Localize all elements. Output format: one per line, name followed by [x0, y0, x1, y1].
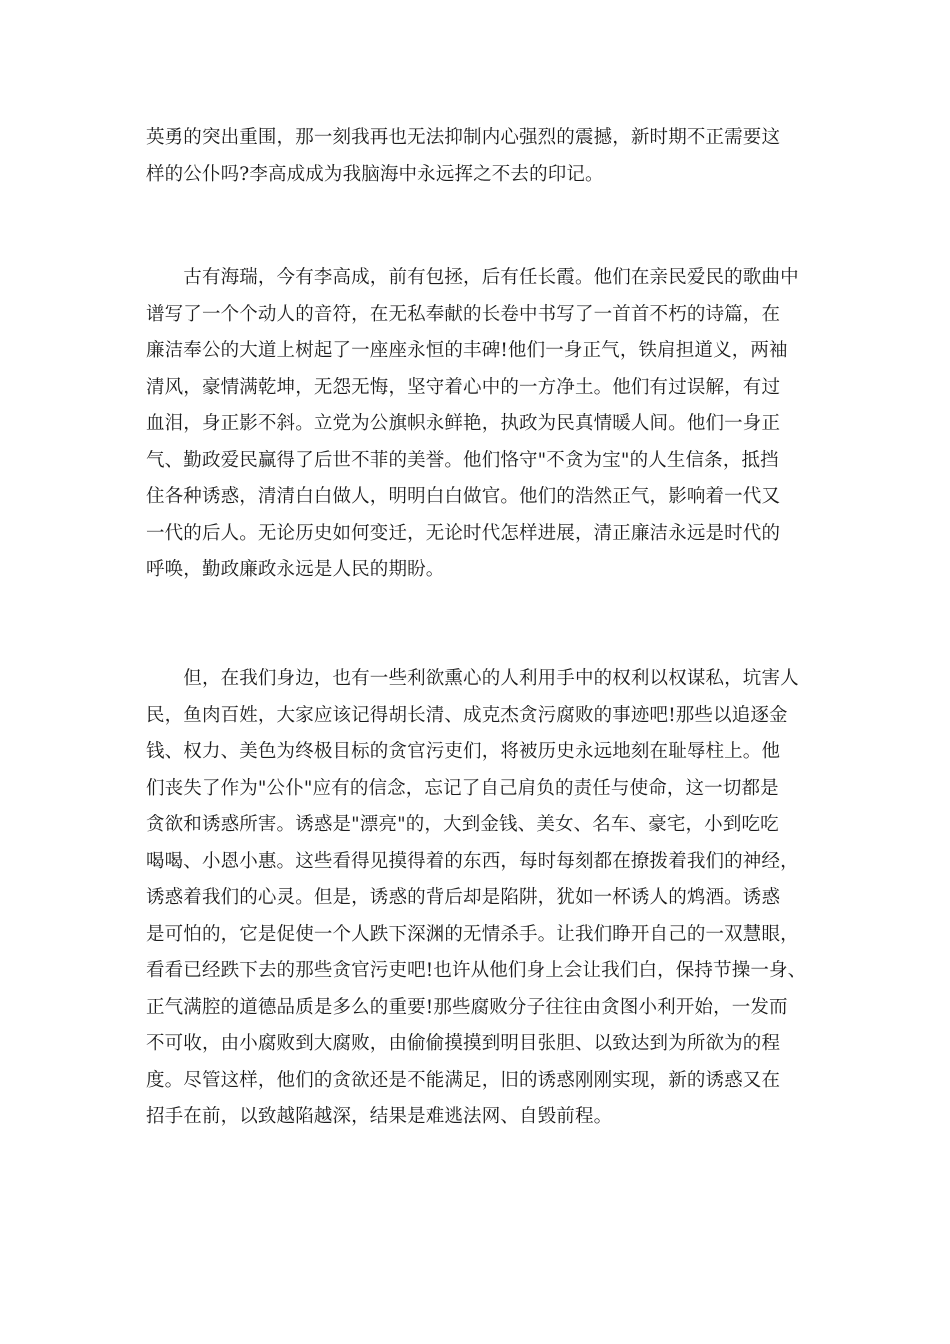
- text-line: 喝喝、小恩小惠。这些看得见摸得着的东西，每时每刻都在撩拨着我们的神经，: [146, 850, 799, 872]
- text-line: 呼唤，勤政廉政永远是人民的期盼。: [146, 559, 445, 580]
- text-line: 不可收，由小腐败到大腐败，由偷偷摸摸到明目张胆、以致达到为所欲为的程: [146, 1033, 781, 1054]
- text-line: 正气满腔的道德品质是多么的重要!那些腐败分子往往由贪图小利开始，一发而: [146, 996, 788, 1018]
- text-line: 古有海瑞，今有李高成，前有包拯，后有任长霞。他们在亲民爱民的歌曲中: [146, 267, 799, 288]
- text-line: 贪欲和诱惑所害。诱惑是"漂亮"的，大到金钱、美女、名车、豪宅，小到吃吃: [146, 814, 779, 835]
- text-line: 诱惑着我们的心灵。但是，诱惑的背后却是陷阱，犹如一杯诱人的鸩酒。诱惑: [146, 887, 781, 908]
- text-line: 钱、权力、美色为终极目标的贪官污吏们，将被历史永远地刻在耻辱柱上。他: [146, 741, 781, 762]
- text-line: 招手在前，以致越陷越深，结果是难逃法网、自毁前程。: [146, 1106, 613, 1127]
- text-line: 谱写了一个个动人的音符，在无私奉献的长卷中书写了一首首不朽的诗篇，在: [146, 303, 781, 325]
- text-line: 一代的后人。无论历史如何变迁，无论时代怎样进展，清正廉洁永远是时代的: [146, 522, 781, 544]
- text-line: 是可怕的，它是促使一个人跌下深渊的无情杀手。让我们睁开自己的一双慧眼，: [146, 923, 799, 945]
- text-line: 度。尽管这样，他们的贪欲还是不能满足，旧的诱惑刚刚实现，新的诱惑又在: [146, 1069, 781, 1091]
- text-line: 们丧失了作为"公仆"应有的信念，忘记了自己肩负的责任与使命，这一切都是: [146, 777, 779, 799]
- text-line: 住各种诱惑，清清白白做人，明明白白做官。他们的浩然正气，影响着一代又: [146, 486, 781, 507]
- paragraph-2: [146, 260, 826, 589]
- text-line: 样的公仆吗?李高成成为我脑海中永远挥之不去的印记。: [146, 163, 604, 185]
- text-line: 廉洁奉公的大道上树起了一座座永恒的丰碑!他们一身正气，铁肩担道义，两袖: [146, 340, 788, 361]
- text-line: 民，鱼肉百姓，大家应该记得胡长清、成克杰贪污腐败的事迹吧!那些以追逐金: [146, 704, 788, 726]
- text-line: 血泪，身正影不斜。立党为公旗帜永鲜艳，执政为民真情暖人间。他们一身正: [146, 413, 781, 434]
- text-line: 但，在我们身边，也有一些利欲熏心的人利用手中的权利以权谋私，坑害人: [146, 668, 799, 689]
- text-line: 英勇的突出重围，那一刻我再也无法抑制内心强烈的震撼，新时期不正需要这: [146, 127, 781, 148]
- paragraph-1: [146, 120, 826, 193]
- paragraph-3: [146, 661, 826, 1136]
- text-line: 气、勤政爱民赢得了后世不菲的美誉。他们恪守"不贪为宝"的人生信条，抵挡: [146, 449, 779, 471]
- text-line: 看看已经跌下去的那些贪官污吏吧!也许从他们身上会让我们白，保持节操一身、: [146, 960, 807, 981]
- text-line: 清风，豪情满乾坤，无怨无悔，坚守着心中的一方净土。他们有过误解，有过: [146, 376, 781, 398]
